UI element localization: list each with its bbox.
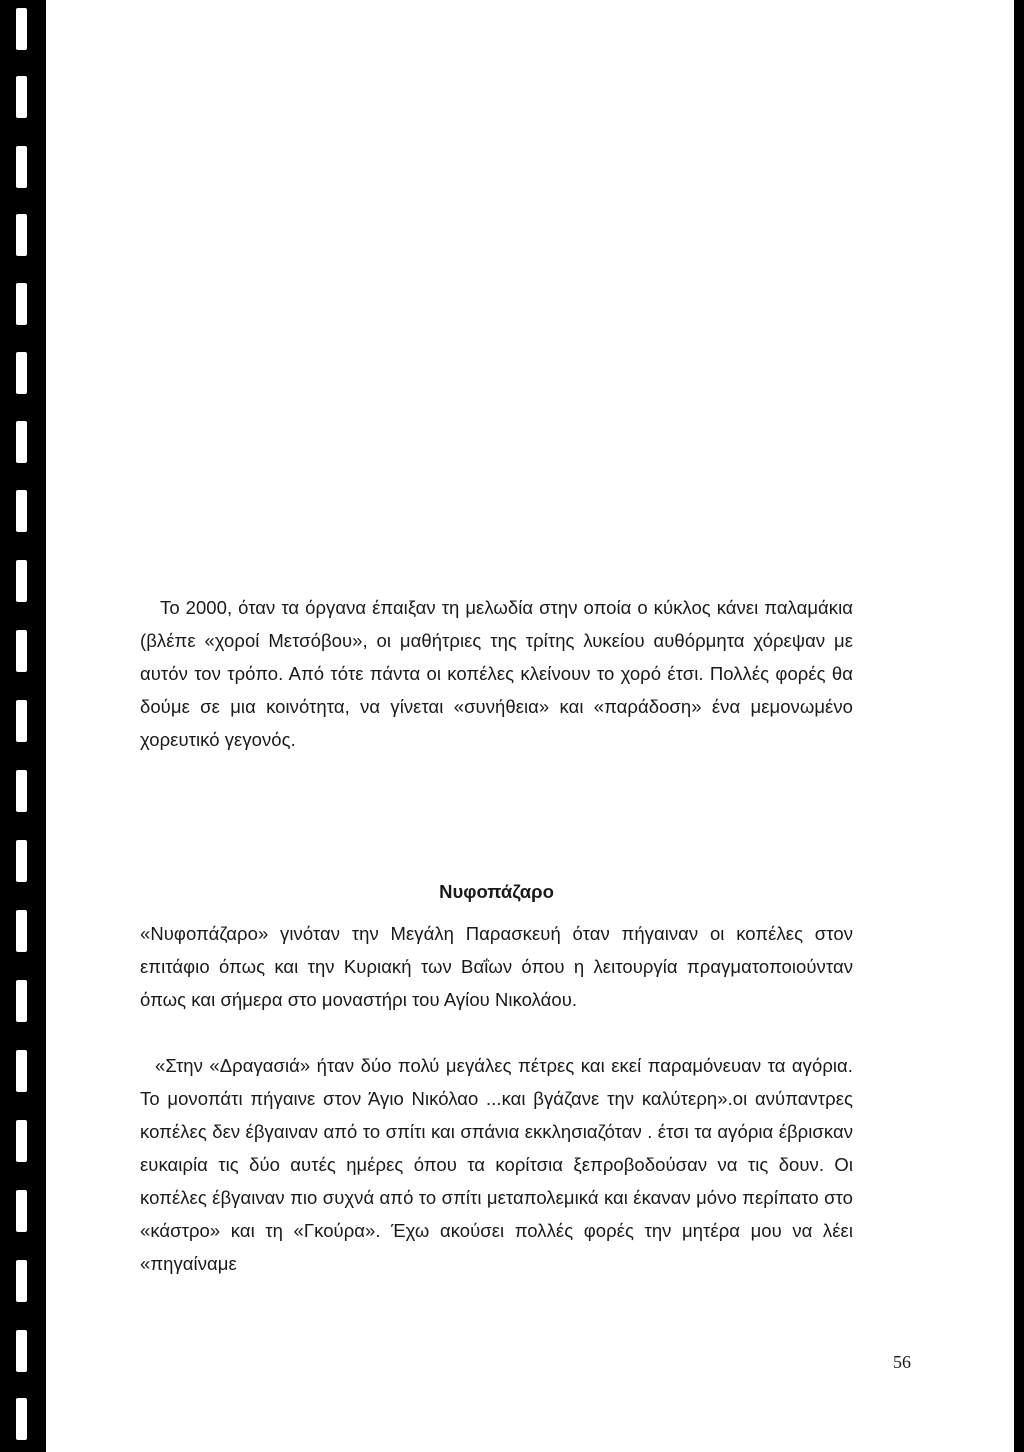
film-perforation [16, 910, 27, 952]
film-strip-right [1014, 0, 1024, 1452]
paragraph-1: Το 2000, όταν τα όργανα έπαιξαν τη μελωδία στην οποία ο κύκλος κάνει παλαμάκια (βλέπε «χοροί Μετσόβου», οι μαθήτριες της τρίτης λυκείου αυθόρμητα χόρεψαν με αυτόν τον τρόπο. Από τότε πάντα οι κοπέλες κλείνουν το χορό έτσι. Πολλές φορές θα δούμε σε μια κοινότητα, να γίνεται «συνήθεια» και «παράδοση» ένα μεμονωμένο χορευτικό γεγονός. [140, 597, 853, 750]
film-perforation [16, 980, 27, 1022]
film-perforation [16, 700, 27, 742]
film-perforation [16, 283, 27, 325]
film-perforation [16, 1260, 27, 1302]
film-perforation [16, 1120, 27, 1162]
film-perforation [16, 490, 27, 532]
film-perforation [16, 1398, 27, 1440]
film-perforation [16, 630, 27, 672]
paragraph-3: «Στην «Δραγασιά» ήταν δύο πολύ μεγάλες πέτρες και εκεί παραμόνευαν τα αγόρια. Το μονοπάτι πήγαινε στον Άγιο Νικόλαο ...και βγάζανε την καλύτερη».οι ανύπαντρες κοπέλες δεν έβγαιναν από το σπίτι και σπάνια εκκλησιαζόταν . έτσι τα αγόρια έβρισκαν ευκαιρία τις δύο αυτές ημέρες όπου τα κορίτσια ξεπροβοδούσαν να τις δουν. Οι κοπέλες έβγαιναν πιο συχνά από το σπίτι μεταπολεμικά και έκαναν μόνο περίπατο στο «κάστρο» και τη «Γκούρα». Έχω ακούσει πολλές φορές την μητέρα μου να λέει «πηγαίναμε [140, 1055, 853, 1274]
film-perforation [16, 8, 27, 50]
paragraph-2: «Νυφοπάζαρο» γινόταν την Μεγάλη Παρασκευή όταν πήγαιναν οι κοπέλες στον επιτάφιο όπως και την Κυριακή των Βαΐων όπου η λειτουργία πραγματοποιούνταν όπως και σήμερα στο μοναστήρι του Αγίου Νικολάου. [140, 923, 853, 1010]
film-perforation [16, 76, 27, 118]
film-perforation [16, 352, 27, 394]
film-perforation [16, 146, 27, 188]
section-heading: Νυφοπάζαρο [439, 881, 554, 902]
film-perforation [16, 560, 27, 602]
page-number: 56 [893, 1352, 911, 1372]
film-perforation [16, 1190, 27, 1232]
film-perforation [16, 1330, 27, 1372]
film-perforation [16, 770, 27, 812]
film-strip-left [0, 0, 46, 1452]
film-perforation [16, 421, 27, 463]
film-perforation [16, 1050, 27, 1092]
film-perforation [16, 214, 27, 256]
film-perforation [16, 840, 27, 882]
